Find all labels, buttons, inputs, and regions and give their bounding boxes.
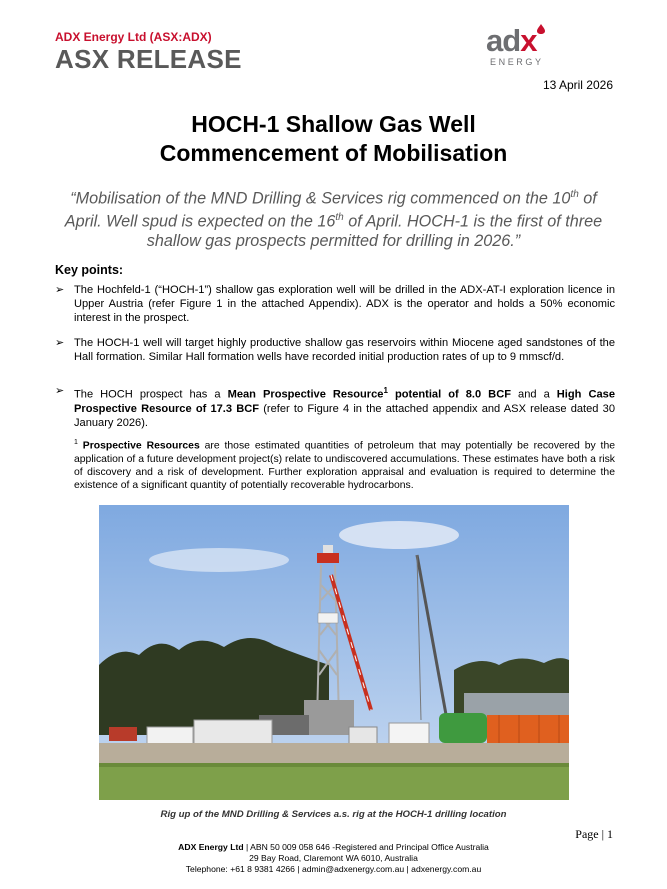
kp3-e: High Case Prospective Resource of 17.3 BCF	[74, 388, 616, 415]
footnote-sup: 1	[74, 439, 78, 446]
logo-subtitle: ENERGY	[490, 57, 544, 67]
arrow-bullet-icon: ➢	[55, 284, 65, 296]
document-title-line2: Commencement of Mobilisation	[159, 140, 508, 166]
rig-photo	[99, 505, 569, 800]
logo-drop-icon	[534, 24, 548, 34]
footnote-prospective-resources	[74, 436, 615, 492]
footer-address: 29 Bay Road, Claremont WA 6010, Australia	[249, 853, 418, 863]
kp3-b: Mean Prospective Resource	[227, 388, 384, 401]
quote-part2: of April. Well spud is expected on the 16	[64, 189, 597, 231]
quote-part3: of April. HOCH-1 is the first of three shallow gas prospects permitted for drilling in 2026.”	[146, 212, 603, 250]
kp3-sup: 1	[383, 386, 388, 395]
key-point-1	[55, 283, 615, 325]
arrow-bullet-icon: ➢	[55, 385, 65, 397]
key-point-3	[55, 384, 615, 430]
kp3-c: potential of 8.0 BCF	[387, 388, 511, 401]
logo-x: x	[520, 23, 537, 58]
footer-line1	[0, 842, 667, 853]
quote-sup2: th	[335, 212, 344, 224]
key-point-3-text	[74, 384, 615, 430]
release-heading: ASX RELEASE	[55, 44, 242, 74]
logo-main: ad	[486, 23, 521, 58]
company-ticker: ADX Energy Ltd (ASX:ADX)	[55, 30, 212, 44]
footer-contact: Telephone: +61 8 9381 4266 | admin@adxenergy.com.au | adxenergy.com.au	[185, 864, 482, 874]
footnote-text: are those estimated quantities of petroleum that may potentially be recovered by the application of a future development project(s) relate to undiscovered accumulations. These estimates have both a risk of discovery and a risk of development. Further exploration appraisal and evaluation is required to determine the existence of a significant quantity of potentially recoverable hydrocarbons.	[74, 440, 616, 492]
photo-caption: Rig up of the MND Drilling & Services a.s. rig at the HOCH-1 drilling location	[160, 809, 507, 820]
footer-abn: | ABN 50 009 058 646 -Registered and Principal Office Australia	[243, 842, 489, 852]
logo-wordmark	[486, 24, 536, 58]
quote-sup1: th	[570, 189, 579, 200]
footnote-bold: Prospective Resources	[82, 440, 200, 452]
kp3-a: The HOCH prospect has a	[74, 388, 228, 401]
key-point-2-text: The HOCH-1 well will target highly productive shallow gas reservoirs within Miocene aged sandstones of the Hall formation. Similar Hall formation wells have recorded initial production rates of up to 9 mmscf/d.	[74, 337, 615, 363]
footer-company: ADX Energy Ltd	[178, 842, 244, 852]
page-number: Page | 1	[575, 827, 613, 841]
kp3-f: (refer to Figure 4 in the attached appendix and ASX release dated 30 January 2026).	[74, 402, 615, 429]
release-date: 13 April 2026	[542, 78, 613, 92]
adx-logo	[486, 24, 566, 72]
arrow-bullet-icon: ➢	[55, 337, 65, 349]
key-point-1-text: The Hochfeld-1 (“HOCH-1”) shallow gas exploration well will be drilled in the ADX-AT-I exploration licence in Upper Austria (refer Figure 1 in the attached Appendix). ADX is the operator and holds a 50% economic interest in the prospect.	[74, 284, 615, 324]
rig-photo-illustration	[99, 505, 569, 800]
kp3-d: and a	[511, 388, 557, 401]
key-points-heading: Key points:	[55, 263, 124, 277]
document-title-line1: HOCH-1 Shallow Gas Well	[191, 111, 476, 137]
quote	[50, 185, 617, 251]
key-point-2	[55, 336, 615, 364]
quote-part1: “Mobilisation of the MND Drilling & Services rig commenced on the 10	[70, 189, 571, 208]
